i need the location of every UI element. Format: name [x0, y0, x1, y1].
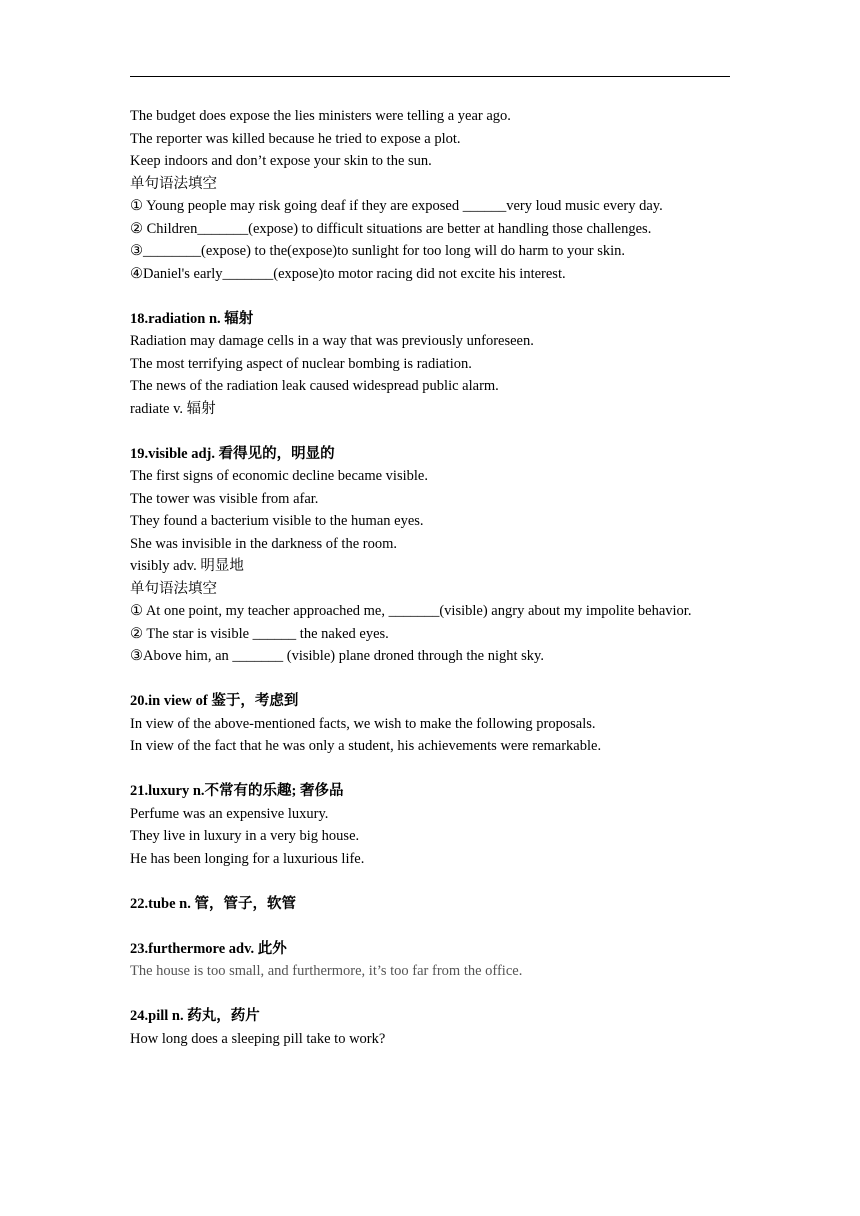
exercise-item: ① Young people may risk going deaf if they are exposed ______very loud music every day. — [130, 198, 663, 214]
example-sentence: How long does a sleeping pill take to work? — [130, 1030, 386, 1047]
example-sentence: In view of the fact that he was only a student, his achievements were remarkable. — [130, 738, 602, 754]
derived-word: radiate v. 辐射 — [130, 400, 216, 417]
example-sentence: She was invisible in the darkness of the room. — [130, 535, 397, 552]
example-sentence: Keep indoors and don’t expose your skin to the sun. — [130, 153, 432, 169]
derived-word: visibly adv. 明显地 — [130, 558, 244, 574]
expose-section — [130, 105, 770, 285]
furthermore-section — [130, 938, 770, 983]
exercise-item: ④Daniel's early_______(expose)to motor racing did not excite his interest. — [130, 265, 566, 282]
exercise-title: 单句语法填空 — [130, 580, 217, 597]
visible-section — [130, 443, 770, 668]
entry-heading: 21.luxury n.不常有的乐趣; 奢侈品 — [130, 783, 344, 799]
tube-section — [130, 893, 770, 916]
example-sentence: The first signs of economic decline became visible. — [130, 468, 428, 484]
entry-heading: 24.pill n. 药丸，药片 — [130, 1008, 260, 1024]
example-sentence: Radiation may damage cells in a way that was previously unforeseen. — [130, 333, 534, 349]
example-sentence: They live in luxury in a very big house. — [130, 828, 360, 844]
entry-heading: 20.in view of 鉴于，考虑到 — [130, 693, 299, 709]
section-gap — [130, 983, 770, 1006]
entry-heading: 19.visible adj. 看得见的，明显的 — [130, 445, 335, 462]
pill-section — [130, 1005, 770, 1050]
section-gap — [130, 915, 770, 938]
luxury-section — [130, 780, 770, 870]
section-gap — [130, 668, 770, 691]
exercise-title: 单句语法填空 — [130, 175, 217, 192]
section-gap — [130, 420, 770, 443]
example-sentence: The reporter was killed because he tried to expose a plot. — [130, 130, 461, 147]
example-sentence: The tower was visible from afar. — [130, 490, 319, 507]
example-sentence: The news of the radiation leak caused widespread public alarm. — [130, 378, 499, 394]
header-rule — [130, 76, 730, 77]
example-sentence: In view of the above-mentioned facts, we wish to make the following proposals. — [130, 715, 596, 732]
section-gap — [130, 870, 770, 893]
exercise-item: ③Above him, an _______ (visible) plane droned through the night sky. — [130, 648, 544, 664]
section-gap — [130, 758, 770, 781]
in-view-of-section — [130, 690, 770, 758]
exercise-item: ③________(expose) to the(expose)to sunlight for too long will do harm to your skin. — [130, 243, 626, 259]
example-sentence: The budget does expose the lies ministers were telling a year ago. — [130, 108, 511, 124]
entry-heading: 18.radiation n. 辐射 — [130, 310, 254, 327]
exercise-item: ② The star is visible ______ the naked eyes. — [130, 625, 389, 642]
example-sentence: Perfume was an expensive luxury. — [130, 805, 329, 822]
document-body — [130, 105, 770, 1050]
example-sentence: He has been longing for a luxurious life. — [130, 850, 365, 867]
example-sentence: The most terrifying aspect of nuclear bombing is radiation. — [130, 355, 472, 372]
example-sentence: They found a bacterium visible to the human eyes. — [130, 513, 424, 529]
radiation-section — [130, 308, 770, 421]
section-gap — [130, 285, 770, 308]
exercise-item: ① At one point, my teacher approached me, _______(visible) angry about my impolite behavior. — [130, 603, 692, 619]
exercise-item: ② Children_______(expose) to difficult situations are better at handling those challenges. — [130, 220, 652, 237]
entry-heading: 23.furthermore adv. 此外 — [130, 940, 287, 957]
entry-heading: 22.tube n. 管，管子，软管 — [130, 895, 296, 912]
example-sentence: The house is too small, and furthermore, it’s too far from the office. — [130, 963, 523, 979]
